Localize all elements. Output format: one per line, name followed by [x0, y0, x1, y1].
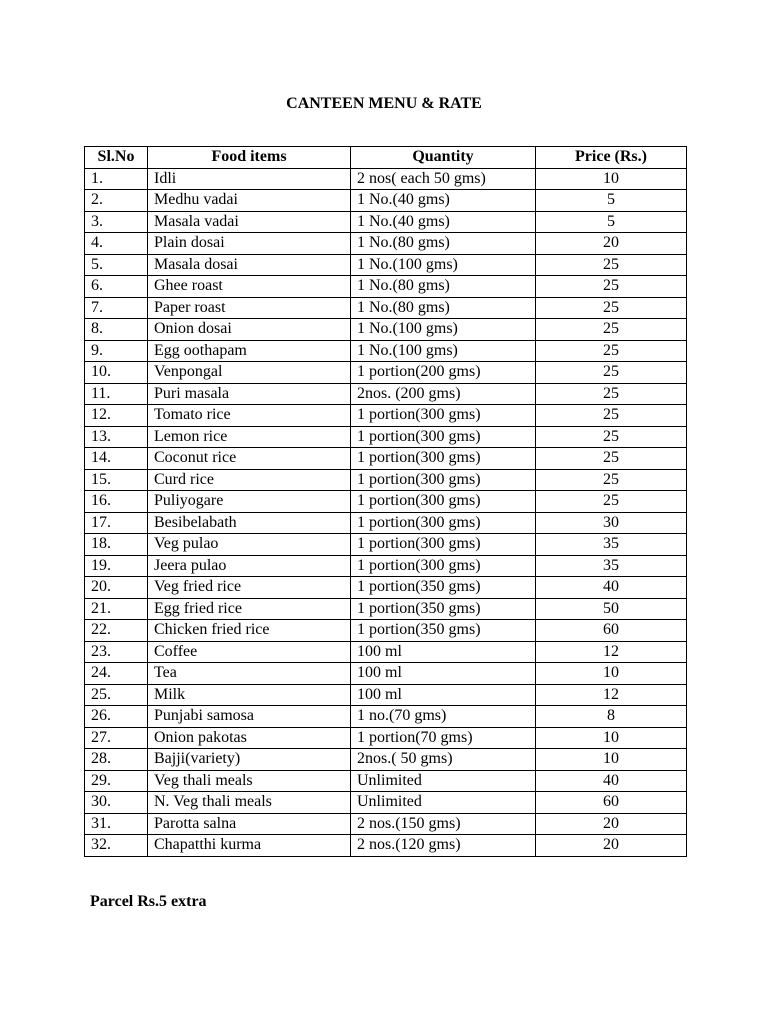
table-row	[85, 512, 687, 534]
food-item-cell: Punjabi samosa	[148, 706, 351, 728]
price-cell: 60	[536, 792, 687, 814]
price-cell: 20	[536, 813, 687, 835]
food-item-cell: Coconut rice	[148, 448, 351, 470]
sl-no-cell: 28.	[85, 749, 148, 771]
column-header-quantity: Quantity	[351, 147, 536, 169]
quantity-cell: 1 No.(100 gms)	[351, 319, 536, 341]
price-cell: 60	[536, 620, 687, 642]
table-row	[85, 233, 687, 255]
sl-no-cell: 14.	[85, 448, 148, 470]
price-cell: 25	[536, 448, 687, 470]
price-cell: 10	[536, 749, 687, 771]
food-item-cell: Coffee	[148, 641, 351, 663]
table-row	[85, 641, 687, 663]
price-cell: 5	[536, 211, 687, 233]
sl-no-cell: 10.	[85, 362, 148, 384]
table-row	[85, 835, 687, 857]
table-row	[85, 405, 687, 427]
table-row	[85, 813, 687, 835]
quantity-cell: 1 portion(200 gms)	[351, 362, 536, 384]
page-title: CANTEEN MENU & RATE	[286, 95, 482, 112]
food-item-cell: Masala dosai	[148, 254, 351, 276]
sl-no-cell: 24.	[85, 663, 148, 685]
sl-no-cell: 23.	[85, 641, 148, 663]
parcel-note: Parcel Rs.5 extra	[90, 893, 207, 910]
food-item-cell: Masala vadai	[148, 211, 351, 233]
food-item-cell: Puri masala	[148, 383, 351, 405]
price-cell: 25	[536, 297, 687, 319]
quantity-cell: 1 portion(70 gms)	[351, 727, 536, 749]
price-cell: 40	[536, 770, 687, 792]
quantity-cell: 1 portion(350 gms)	[351, 577, 536, 599]
food-item-cell: Chicken fried rice	[148, 620, 351, 642]
food-item-cell: Ghee roast	[148, 276, 351, 298]
table-row	[85, 426, 687, 448]
quantity-cell: 100 ml	[351, 684, 536, 706]
price-cell: 5	[536, 190, 687, 212]
sl-no-cell: 16.	[85, 491, 148, 513]
table-row	[85, 727, 687, 749]
price-cell: 25	[536, 469, 687, 491]
food-item-cell: N. Veg thali meals	[148, 792, 351, 814]
price-cell: 25	[536, 362, 687, 384]
sl-no-cell: 4.	[85, 233, 148, 255]
sl-no-cell: 30.	[85, 792, 148, 814]
food-item-cell: Tea	[148, 663, 351, 685]
price-cell: 8	[536, 706, 687, 728]
food-item-cell: Curd rice	[148, 469, 351, 491]
sl-no-cell: 27.	[85, 727, 148, 749]
quantity-cell: 2 nos.(150 gms)	[351, 813, 536, 835]
column-header-sl-no: Sl.No	[85, 147, 148, 169]
table-row	[85, 706, 687, 728]
sl-no-cell: 1.	[85, 168, 148, 190]
sl-no-cell: 18.	[85, 534, 148, 556]
sl-no-cell: 13.	[85, 426, 148, 448]
price-cell: 12	[536, 641, 687, 663]
price-cell: 25	[536, 426, 687, 448]
price-cell: 30	[536, 512, 687, 534]
sl-no-cell: 21.	[85, 598, 148, 620]
menu-table-body	[85, 168, 687, 856]
sl-no-cell: 7.	[85, 297, 148, 319]
food-item-cell: Puliyogare	[148, 491, 351, 513]
sl-no-cell: 3.	[85, 211, 148, 233]
food-item-cell: Chapatthi kurma	[148, 835, 351, 857]
quantity-cell: 2 nos( each 50 gms)	[351, 168, 536, 190]
menu-table	[84, 146, 687, 857]
quantity-cell: 1 No.(40 gms)	[351, 211, 536, 233]
food-item-cell: Egg oothapam	[148, 340, 351, 362]
table-row	[85, 168, 687, 190]
price-cell: 10	[536, 727, 687, 749]
sl-no-cell: 8.	[85, 319, 148, 341]
quantity-cell: Unlimited	[351, 770, 536, 792]
quantity-cell: 100 ml	[351, 641, 536, 663]
quantity-cell: 1 portion(300 gms)	[351, 555, 536, 577]
food-item-cell: Bajji(variety)	[148, 749, 351, 771]
quantity-cell: 1 no.(70 gms)	[351, 706, 536, 728]
sl-no-cell: 19.	[85, 555, 148, 577]
column-header-price: Price (Rs.)	[536, 147, 687, 169]
price-cell: 25	[536, 319, 687, 341]
food-item-cell: Plain dosai	[148, 233, 351, 255]
table-row	[85, 770, 687, 792]
sl-no-cell: 20.	[85, 577, 148, 599]
table-row	[85, 598, 687, 620]
sl-no-cell: 11.	[85, 383, 148, 405]
price-cell: 25	[536, 491, 687, 513]
price-cell: 10	[536, 663, 687, 685]
price-cell: 20	[536, 835, 687, 857]
quantity-cell: 1 No.(100 gms)	[351, 254, 536, 276]
food-item-cell: Veg thali meals	[148, 770, 351, 792]
food-item-cell: Milk	[148, 684, 351, 706]
food-item-cell: Onion pakotas	[148, 727, 351, 749]
quantity-cell: 1 portion(300 gms)	[351, 491, 536, 513]
quantity-cell: 1 portion(350 gms)	[351, 620, 536, 642]
table-row	[85, 276, 687, 298]
quantity-cell: Unlimited	[351, 792, 536, 814]
table-row	[85, 620, 687, 642]
quantity-cell: 1 No.(100 gms)	[351, 340, 536, 362]
price-cell: 25	[536, 254, 687, 276]
table-row	[85, 383, 687, 405]
sl-no-cell: 17.	[85, 512, 148, 534]
column-header-food-items: Food items	[148, 147, 351, 169]
sl-no-cell: 32.	[85, 835, 148, 857]
quantity-cell: 1 portion(300 gms)	[351, 426, 536, 448]
sl-no-cell: 29.	[85, 770, 148, 792]
price-cell: 40	[536, 577, 687, 599]
price-cell: 35	[536, 534, 687, 556]
quantity-cell: 2nos.( 50 gms)	[351, 749, 536, 771]
sl-no-cell: 12.	[85, 405, 148, 427]
quantity-cell: 2 nos.(120 gms)	[351, 835, 536, 857]
table-row	[85, 684, 687, 706]
table-row	[85, 211, 687, 233]
price-cell: 20	[536, 233, 687, 255]
food-item-cell: Tomato rice	[148, 405, 351, 427]
table-row	[85, 190, 687, 212]
sl-no-cell: 31.	[85, 813, 148, 835]
quantity-cell: 1 portion(300 gms)	[351, 469, 536, 491]
price-cell: 25	[536, 383, 687, 405]
food-item-cell: Veg pulao	[148, 534, 351, 556]
sl-no-cell: 26.	[85, 706, 148, 728]
table-row	[85, 319, 687, 341]
quantity-cell: 1 portion(300 gms)	[351, 534, 536, 556]
price-cell: 10	[536, 168, 687, 190]
table-row	[85, 749, 687, 771]
table-row	[85, 362, 687, 384]
sl-no-cell: 5.	[85, 254, 148, 276]
food-item-cell: Onion dosai	[148, 319, 351, 341]
table-row	[85, 448, 687, 470]
food-item-cell: Parotta salna	[148, 813, 351, 835]
table-row	[85, 555, 687, 577]
table-row	[85, 577, 687, 599]
quantity-cell: 1 No.(80 gms)	[351, 297, 536, 319]
quantity-cell: 1 No.(80 gms)	[351, 233, 536, 255]
table-row	[85, 792, 687, 814]
table-row	[85, 297, 687, 319]
sl-no-cell: 2.	[85, 190, 148, 212]
quantity-cell: 1 No.(40 gms)	[351, 190, 536, 212]
food-item-cell: Besibelabath	[148, 512, 351, 534]
price-cell: 35	[536, 555, 687, 577]
table-row	[85, 340, 687, 362]
food-item-cell: Venpongal	[148, 362, 351, 384]
food-item-cell: Paper roast	[148, 297, 351, 319]
quantity-cell: 1 portion(300 gms)	[351, 512, 536, 534]
sl-no-cell: 9.	[85, 340, 148, 362]
price-cell: 12	[536, 684, 687, 706]
table-row	[85, 534, 687, 556]
food-item-cell: Lemon rice	[148, 426, 351, 448]
quantity-cell: 1 No.(80 gms)	[351, 276, 536, 298]
price-cell: 25	[536, 405, 687, 427]
table-row	[85, 663, 687, 685]
food-item-cell: Egg fried rice	[148, 598, 351, 620]
quantity-cell: 1 portion(350 gms)	[351, 598, 536, 620]
quantity-cell: 1 portion(300 gms)	[351, 448, 536, 470]
price-cell: 25	[536, 340, 687, 362]
food-item-cell: Medhu vadai	[148, 190, 351, 212]
quantity-cell: 1 portion(300 gms)	[351, 405, 536, 427]
food-item-cell: Idli	[148, 168, 351, 190]
sl-no-cell: 25.	[85, 684, 148, 706]
table-row	[85, 254, 687, 276]
food-item-cell: Veg fried rice	[148, 577, 351, 599]
quantity-cell: 100 ml	[351, 663, 536, 685]
quantity-cell: 2nos. (200 gms)	[351, 383, 536, 405]
price-cell: 25	[536, 276, 687, 298]
table-row	[85, 469, 687, 491]
table-header-row	[85, 147, 687, 169]
sl-no-cell: 22.	[85, 620, 148, 642]
price-cell: 50	[536, 598, 687, 620]
sl-no-cell: 15.	[85, 469, 148, 491]
food-item-cell: Jeera pulao	[148, 555, 351, 577]
table-row	[85, 491, 687, 513]
sl-no-cell: 6.	[85, 276, 148, 298]
